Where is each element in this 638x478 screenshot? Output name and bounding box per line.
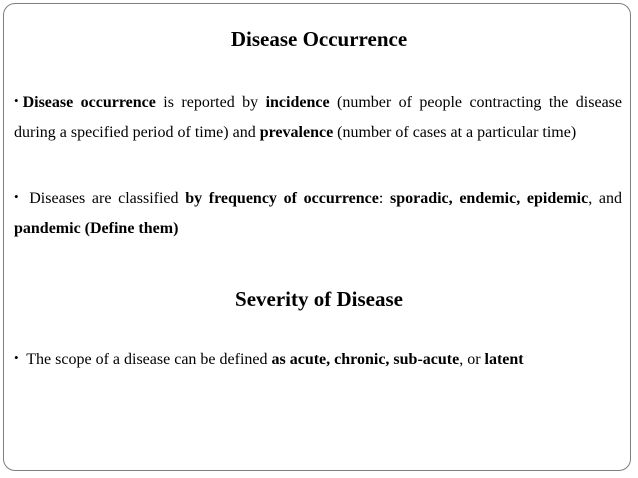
term-incidence: incidence bbox=[265, 94, 330, 111]
text-segment: (number of cases at a particular time) bbox=[333, 124, 577, 141]
bullet-icon: • bbox=[14, 93, 19, 108]
section-title-severity-of-disease: Severity of Disease bbox=[235, 287, 403, 311]
term-latent: latent bbox=[484, 351, 524, 368]
section-title-disease-occurrence: Disease Occurrence bbox=[230, 27, 408, 51]
text-segment: , or bbox=[459, 351, 485, 368]
bullet-disease-scope bbox=[14, 343, 622, 375]
bullet-disease-classification bbox=[14, 182, 622, 244]
term-pandemic: pandemic (Define them) bbox=[14, 220, 179, 237]
term-frequency: by frequency of occurrence bbox=[185, 190, 379, 207]
term-acute-chronic-subacute: as acute, chronic, sub-acute bbox=[271, 351, 460, 368]
text-segment: (number of people contracting the disease during a specified period of time) and bbox=[14, 94, 623, 141]
text-segment: Diseases are classified bbox=[22, 190, 186, 207]
bullet-disease-occurrence-reporting bbox=[14, 86, 622, 148]
text-segment: : bbox=[378, 190, 390, 207]
text-segment: is reported by bbox=[155, 94, 266, 111]
term-prevalence: prevalence bbox=[259, 124, 334, 141]
term-disease-occurrence: Disease occurrence bbox=[22, 94, 156, 111]
bullet-icon: • bbox=[14, 350, 19, 365]
text-segment: , and bbox=[588, 190, 622, 207]
term-sporadic-endemic-epidemic: sporadic, endemic, epidemic bbox=[389, 190, 589, 207]
text-segment: The scope of a disease can be defined bbox=[22, 351, 272, 368]
bullet-icon: • bbox=[14, 189, 19, 204]
